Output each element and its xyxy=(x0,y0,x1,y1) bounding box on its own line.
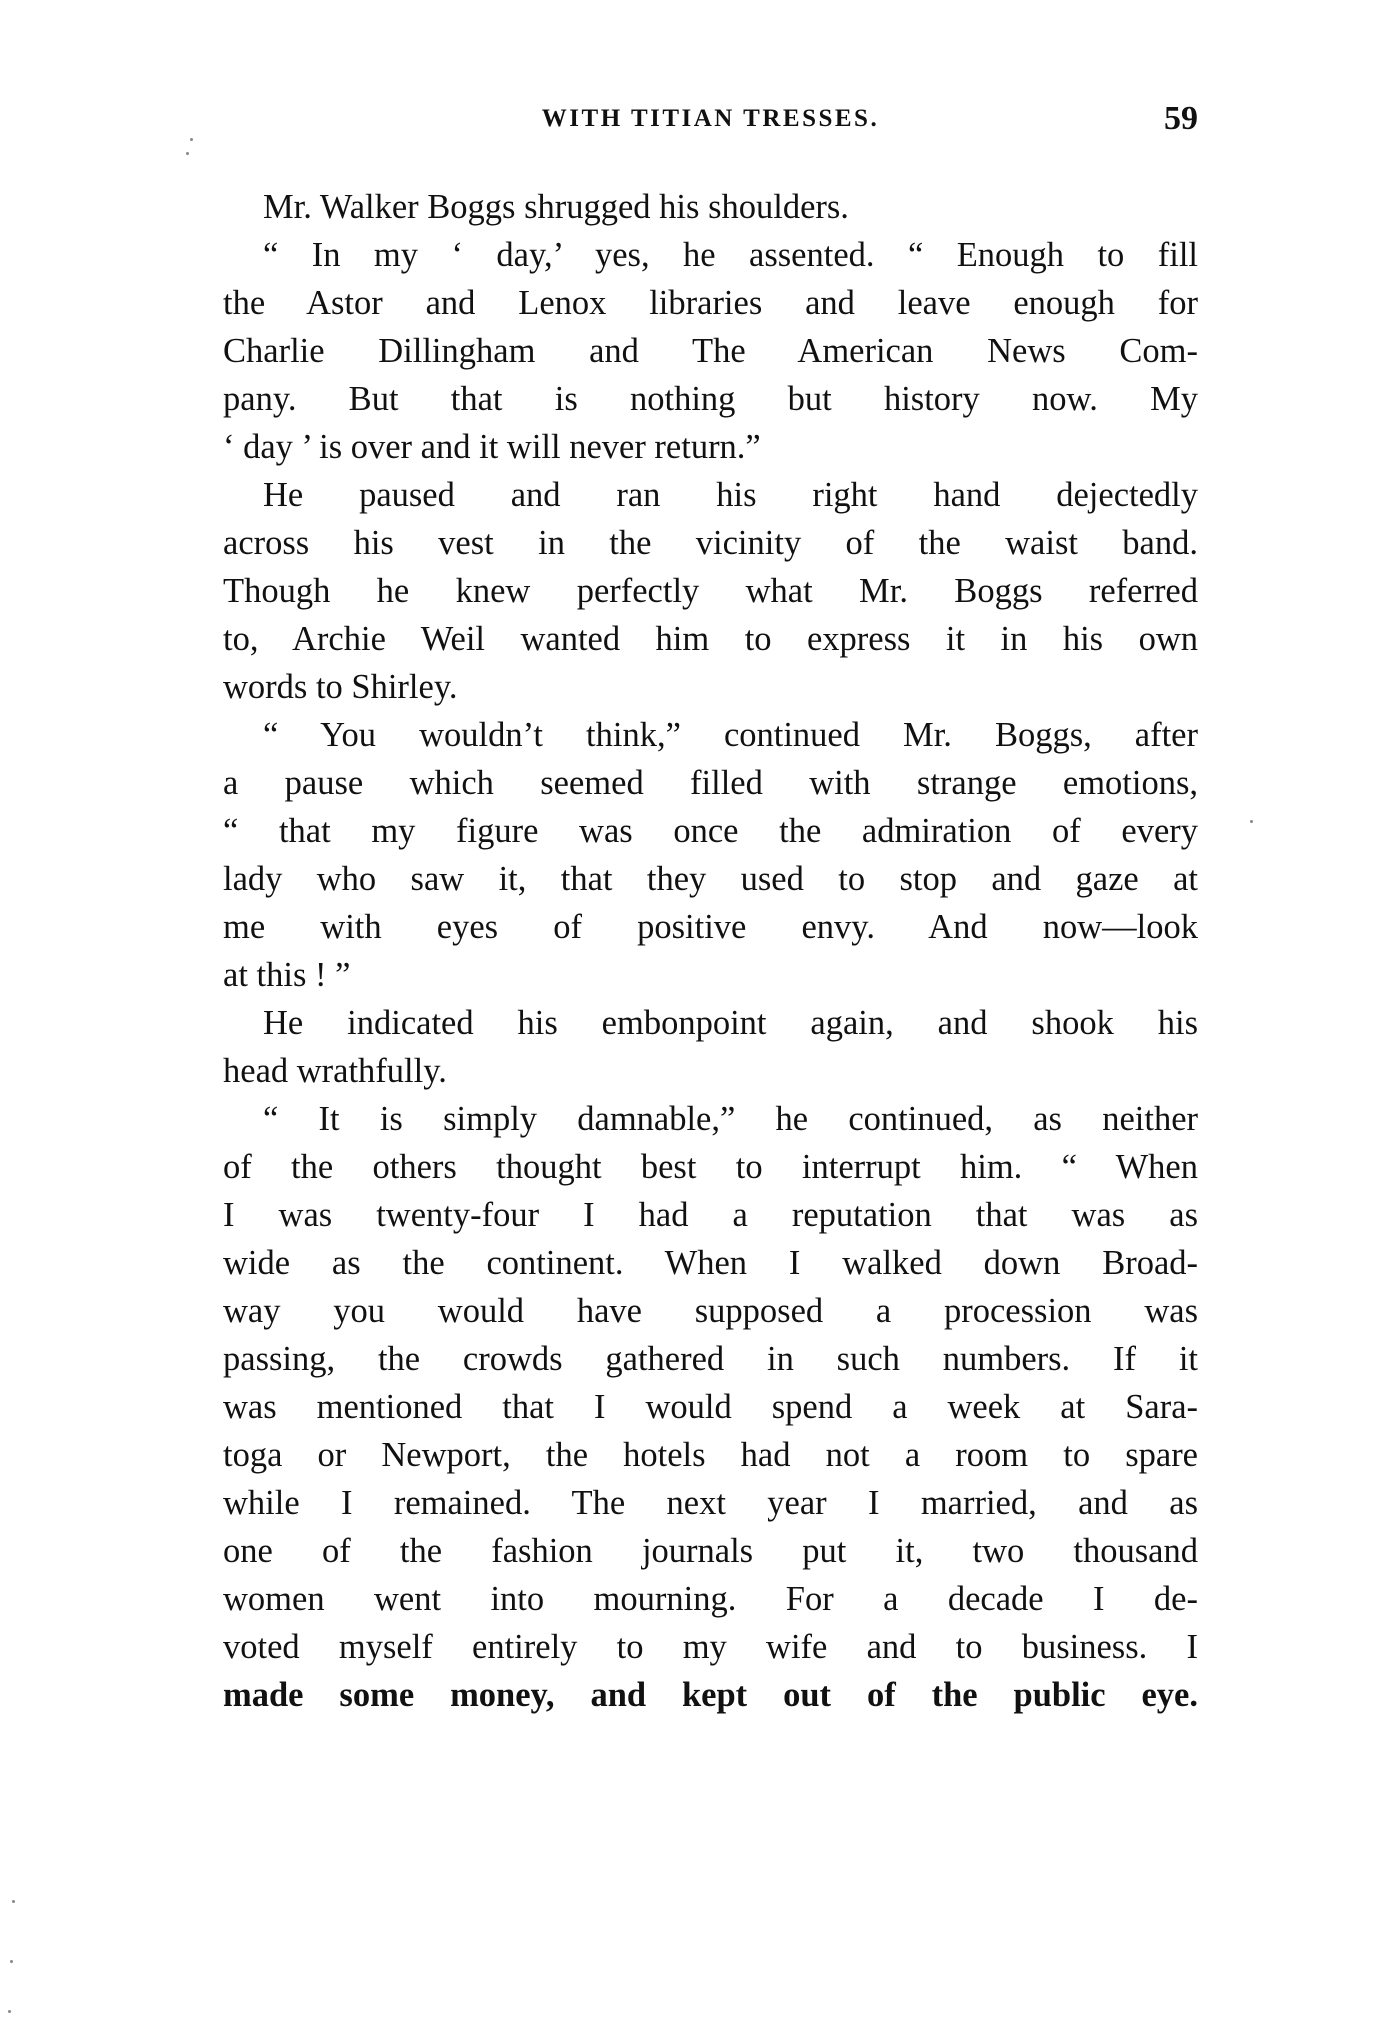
running-head xyxy=(223,95,1198,143)
text-line: voted myself entirely to my wife and to business. I xyxy=(223,1628,1198,1666)
text-line: women went into mourning. For a decade I de- xyxy=(223,1580,1198,1618)
scan-speck xyxy=(12,1900,15,1903)
text-line: me with eyes of positive envy. And now—look xyxy=(223,908,1198,946)
text-line: made some money, and kept out of the public eye. xyxy=(223,1676,1198,1714)
page-number: 59 xyxy=(1164,100,1198,137)
text-line: I was twenty-four I had a reputation that was as xyxy=(223,1196,1198,1234)
text-line: of the others thought best to interrupt him. “ When xyxy=(223,1148,1198,1186)
text-line: “ In my ‘ day,’ yes, he assented. “ Enough to fill xyxy=(263,236,1198,274)
text-line: to, Archie Weil wanted him to express it in his own xyxy=(223,620,1198,658)
scan-speck xyxy=(1250,820,1253,823)
body-text xyxy=(223,183,1198,1719)
text-line: way you would have supposed a procession was xyxy=(223,1292,1198,1330)
text-line: wide as the continent. When I walked down Broad- xyxy=(223,1244,1198,1282)
text-line: “ You wouldn’t think,” continued Mr. Boggs, after xyxy=(263,716,1198,754)
text-line: one of the fashion journals put it, two thousand xyxy=(223,1532,1198,1570)
text-line: across his vest in the vicinity of the waist band. xyxy=(223,524,1198,562)
text-line: words to Shirley. xyxy=(223,668,458,706)
text-line: Charlie Dillingham and The American News Com- xyxy=(223,332,1198,370)
text-line: head wrathfully. xyxy=(223,1052,447,1090)
text-line: lady who saw it, that they used to stop and gaze at xyxy=(223,860,1198,898)
running-title: WITH TITIAN TRESSES. xyxy=(541,105,880,132)
scan-speck xyxy=(10,1960,13,1963)
text-line: passing, the crowds gathered in such numbers. If it xyxy=(223,1340,1198,1378)
text-line: He paused and ran his right hand dejectedly xyxy=(263,476,1198,514)
text-line: ‘ day ’ is over and it will never return.” xyxy=(223,428,761,466)
text-line: He indicated his embonpoint again, and shook his xyxy=(263,1004,1198,1042)
text-line: “ that my figure was once the admiration of every xyxy=(223,812,1198,850)
text-line: toga or Newport, the hotels had not a room to spare xyxy=(223,1436,1198,1474)
text-line: at this ! ” xyxy=(223,956,351,994)
text-line: the Astor and Lenox libraries and leave enough for xyxy=(223,284,1198,322)
text-line: while I remained. The next year I married, and as xyxy=(223,1484,1198,1522)
text-line: Though he knew perfectly what Mr. Boggs referred xyxy=(223,572,1198,610)
text-line: “ It is simply damnable,” he continued, as neither xyxy=(263,1100,1198,1138)
text-line: a pause which seemed filled with strange emotions, xyxy=(223,764,1198,802)
text-line: was mentioned that I would spend a week at Sara- xyxy=(223,1388,1198,1426)
text-line: pany. But that is nothing but history now. My xyxy=(223,380,1198,418)
text-line: Mr. Walker Boggs shrugged his shoulders. xyxy=(263,188,849,226)
scan-speck xyxy=(186,152,189,155)
scan-speck xyxy=(8,2010,11,2013)
scan-speck xyxy=(190,138,193,141)
